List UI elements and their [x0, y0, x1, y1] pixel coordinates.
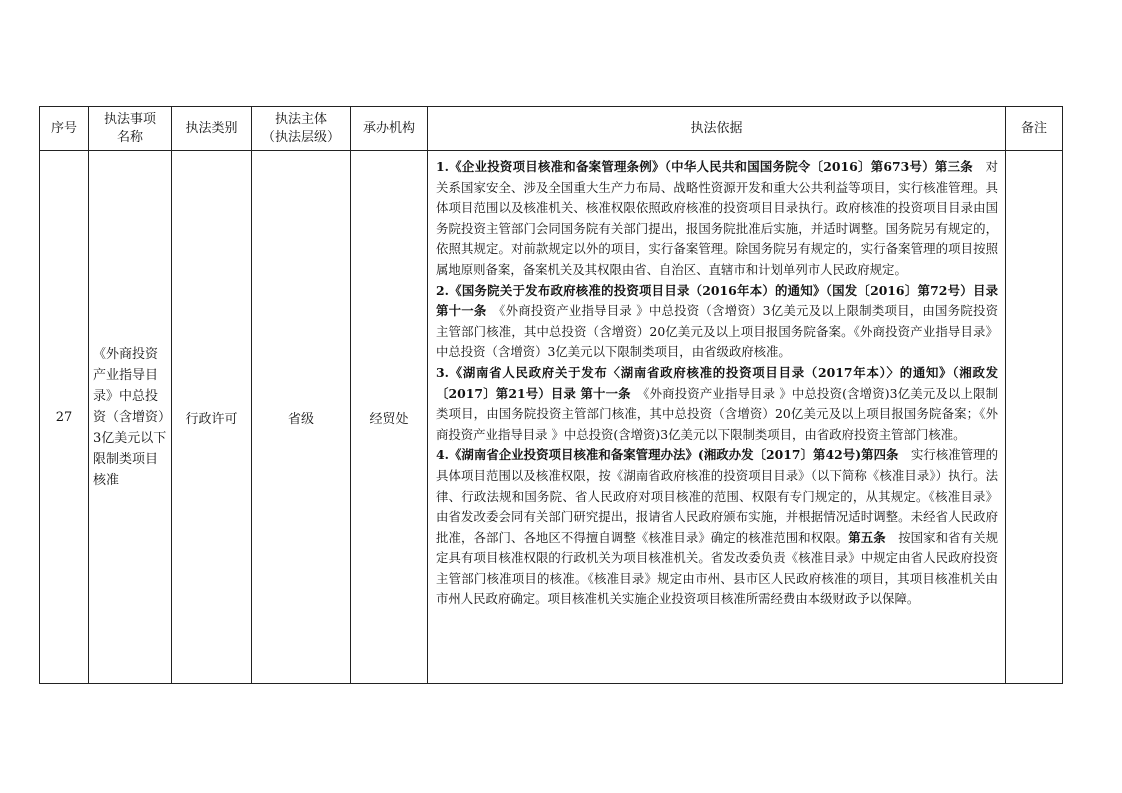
table-row	[40, 151, 1063, 684]
cell-agency: 经贸处	[351, 151, 428, 684]
cell-item-name	[89, 151, 172, 684]
header-subject	[252, 107, 351, 151]
header-agency: 承办机构	[351, 107, 428, 151]
cell-remarks	[1006, 151, 1063, 684]
header-item-name-line1: 执法事项	[103, 111, 156, 127]
basis-paragraph-2	[436, 281, 998, 363]
cell-category: 行政许可	[172, 151, 252, 684]
header-row	[40, 107, 1063, 151]
header-remarks: 备注	[1006, 107, 1063, 151]
cell-basis	[428, 151, 1006, 684]
basis-4-text-b: 按国家和省有关规定具有项目核准权限的行政机关为项目核准机关。省发改委负责《核准目录》中规定由省人民政府投资主管部门核准项目的核准。《核准目录》规定由市州、县市区人民政府核准的项目，其项目核准机关由市州人民政府确定。项目核准机关实施企业投资项目核准所需经费由本级财政予以保障。	[436, 529, 999, 607]
basis-paragraph-1	[436, 157, 998, 281]
basis-paragraph-3	[436, 363, 998, 445]
header-item-name-line2: 名称	[116, 129, 143, 145]
basis-1-text: 对关系国家安全、涉及全国重大生产力布局、战略性资源开发和重大公共利益等项目，实行核准管理。具体项目范围以及核准机关、核准权限依照政府核准的投资项目目录执行。政府核准的投资项目目录由国务院投资主管部门会同国务院有关部门提出，报国务院批准后实施，并适时调整。国务院另有规定的，依照其规定。对前款规定以外的项目，实行备案管理。除国务院另有规定的，实行备案管理的项目按照属地原则备案，备案机关及其权限由省、自治区、直辖市和计划单列市人民政府规定。	[436, 159, 999, 277]
header-category: 执法类别	[172, 107, 252, 151]
basis-paragraph-4	[436, 445, 998, 610]
header-item-name	[89, 107, 172, 151]
law-enforcement-table	[39, 106, 1063, 684]
header-subject-line1: 执法主体	[274, 111, 327, 127]
item-name-text: 《外商投资产业指导目录》中总投资（含增资）3亿美元以下限制类项目核准	[93, 346, 167, 488]
cell-seq: 27	[40, 151, 89, 684]
basis-4-text-a: 实行核准管理的具体项目范围以及核准权限，按《湖南省政府核准的投资项目目录》（以下简称《核准目录》）执行。法律、行政法规和国务院、省人民政府对项目核准的范围、权限有专门规定的，从其规定。《核准目录》由省发改委会同有关部门研究提出，报请省人民政府颁布实施，并根据情况适时调整。未经省人民政府批准，各部门、各地区不得擅自调整《核准目录》确定的核准范围和权限。	[436, 447, 999, 545]
basis-3-title: 3.《湖南省人民政府关于发布〈湖南省政府核准的投资项目目录（2017年本）〉的通知》（湘政发〔2017〕第21号）目录 第十一条	[436, 364, 998, 401]
basis-2-title: 2.《国务院关于发布政府核准的投资项目目录（2016年本）的通知》（国发〔2016〕第72号）目录 第十一条	[436, 282, 998, 319]
header-seq: 序号	[40, 107, 89, 151]
cell-level: 省级	[252, 151, 351, 684]
basis-1-title: 1.《企业投资项目核准和备案管理条例》（中华人民共和国国务院令〔2016〕第673号）第三条	[436, 159, 973, 174]
basis-2-text: 《外商投资产业指导目录 》中总投资（含增资）3亿美元及以上限制类项目，由国务院投资主管部门核准，其中总投资（含增资）20亿美元及以上项目报国务院备案。《外商投资产业指导目录》中总投资（含增资）3亿美元以下限制类项目，由省级政府核准。	[436, 303, 999, 360]
basis-4-title: 4.《湖南省企业投资项目核准和备案管理办法》(湘政办发〔2017〕第42号)第四条	[436, 447, 899, 463]
header-basis: 执法依据	[428, 107, 1006, 151]
basis-4-article-5-title: 第五条	[848, 529, 886, 545]
basis-3-text: 《外商投资产业指导目录 》中总投资(含增资)3亿美元及以上限制类项目，由国务院投资主管部门核准，其中总投资（含增资）20亿美元及以上项目报国务院备案；《外商投资产业指导目录 》中总投资(含增资)3亿美元以下限制类项目，由省政府投资主管部门核准。	[436, 385, 998, 442]
header-subject-line2: （执法层级）	[261, 129, 340, 145]
